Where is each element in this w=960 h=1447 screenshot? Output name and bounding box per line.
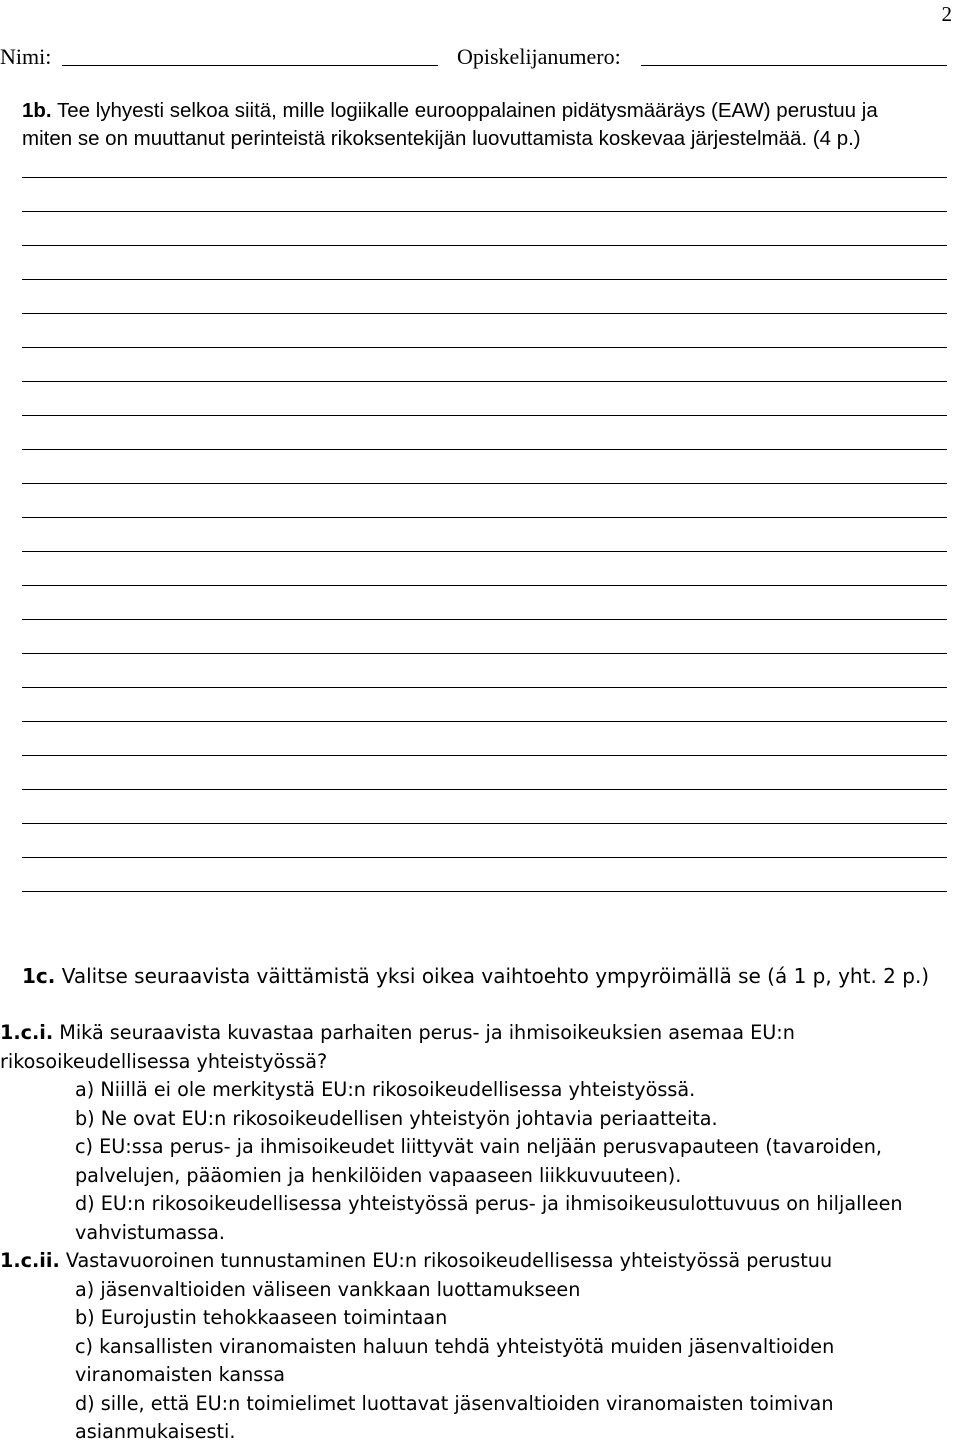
question-1b-text-2: miten se on muuttanut perinteistä rikoksentekijän luovuttamista koskevaa järjestelmää. (4 p.) <box>22 126 861 150</box>
question-1ci-text-1: Mikä seuraavista kuvastaa parhaiten perus- ja ihmisoikeuksien asemaa EU:n <box>59 1021 795 1044</box>
question-1b-number: 1b. <box>22 99 52 122</box>
answer-line[interactable] <box>22 891 947 892</box>
question-1ci-number: 1.c.i. <box>0 1021 54 1044</box>
option-1cii-d-2[interactable]: asianmukaisesti. <box>75 1420 236 1443</box>
answer-line[interactable] <box>22 347 947 348</box>
answer-line[interactable] <box>22 415 947 416</box>
answer-line[interactable] <box>22 483 947 484</box>
answer-line[interactable] <box>22 245 947 246</box>
name-label: Nimi: <box>0 44 52 69</box>
option-1ci-c-2[interactable]: palvelujen, pääomien ja henkilöiden vapaaseen liikkuvuuteen). <box>75 1163 682 1187</box>
option-1cii-b[interactable]: b) Eurojustin tehokkaaseen toimintaan <box>75 1306 448 1329</box>
answer-line[interactable] <box>22 721 947 722</box>
student-number-input-line[interactable] <box>641 65 947 66</box>
answer-line[interactable] <box>22 381 947 382</box>
answer-line[interactable] <box>22 789 947 790</box>
question-1b-text-1: Tee lyhyesti selkoa siitä, mille logiikalle eurooppalainen pidätysmääräys (EAW) perustuu ja <box>56 99 878 122</box>
question-1ci-text-2: rikosoikeudellisessa yhteistyössä? <box>0 1049 328 1073</box>
answer-line[interactable] <box>22 653 947 654</box>
option-1ci-c-1[interactable]: c) EU:ssa perus- ja ihmisoikeudet liittyvät vain neljään perusvapauteen (tavaroiden, <box>75 1135 882 1158</box>
answer-line[interactable] <box>22 687 947 688</box>
answer-line[interactable] <box>22 823 947 824</box>
answer-line[interactable] <box>22 449 947 450</box>
question-1ci-line1 <box>0 1019 955 1048</box>
student-number-label: Opiskelijanumero: <box>457 44 621 69</box>
question-1c-text: Valitse seuraavista väittämistä yksi oikea vaihtoehto ympyröimällä se (á 1 p, yht. 2 p.) <box>61 964 930 988</box>
header <box>0 44 960 76</box>
answer-line[interactable] <box>22 517 947 518</box>
question-1b <box>22 97 952 152</box>
question-1c-number: 1c. <box>22 964 56 988</box>
answer-line[interactable] <box>22 755 947 756</box>
question-1cii-text: Vastavuoroinen tunnustaminen EU:n rikosoikeudellisessa yhteistyössä perustuu <box>65 1249 833 1272</box>
answer-line[interactable] <box>22 211 947 212</box>
option-1ci-b[interactable]: b) Ne ovat EU:n rikosoikeudellisen yhteistyön johtavia periaatteita. <box>75 1106 718 1130</box>
question-1b-line1 <box>22 97 952 125</box>
option-1ci-d-1[interactable]: d) EU:n rikosoikeudellisessa yhteistyössä perus- ja ihmisoikeusulottuvuus on hiljalleen <box>75 1192 903 1215</box>
answer-line[interactable] <box>22 177 947 178</box>
name-input-line[interactable] <box>62 65 438 66</box>
option-1ci-a[interactable]: a) Niillä ei ole merkitystä EU:n rikosoikeudellisessa yhteistyössä. <box>75 1078 696 1101</box>
question-1c <box>22 964 929 988</box>
option-1cii-d-1[interactable]: d) sille, että EU:n toimielimet luottavat jäsenvaltioiden viranomaisten toimivan <box>75 1391 834 1415</box>
answer-line[interactable] <box>22 551 947 552</box>
question-1ci-block <box>0 1019 955 1447</box>
answer-line[interactable] <box>22 619 947 620</box>
answer-line[interactable] <box>22 585 947 586</box>
option-1ci-d-2[interactable]: vahvistumassa. <box>75 1220 225 1244</box>
option-1cii-a[interactable]: a) jäsenvaltioiden väliseen vankkaan luottamukseen <box>75 1277 581 1301</box>
question-1cii-number: 1.c.ii. <box>0 1249 60 1272</box>
option-1cii-c-2[interactable]: viranomaisten kanssa <box>75 1363 286 1386</box>
question-1cii-line <box>0 1247 955 1276</box>
answer-line[interactable] <box>22 313 947 314</box>
page-number: 2 <box>941 2 952 26</box>
option-1cii-c-1[interactable]: c) kansallisten viranomaisten haluun tehdä yhteistyötä muiden jäsenvaltioiden <box>75 1334 835 1358</box>
answer-line[interactable] <box>22 857 947 858</box>
answer-line[interactable] <box>22 279 947 280</box>
